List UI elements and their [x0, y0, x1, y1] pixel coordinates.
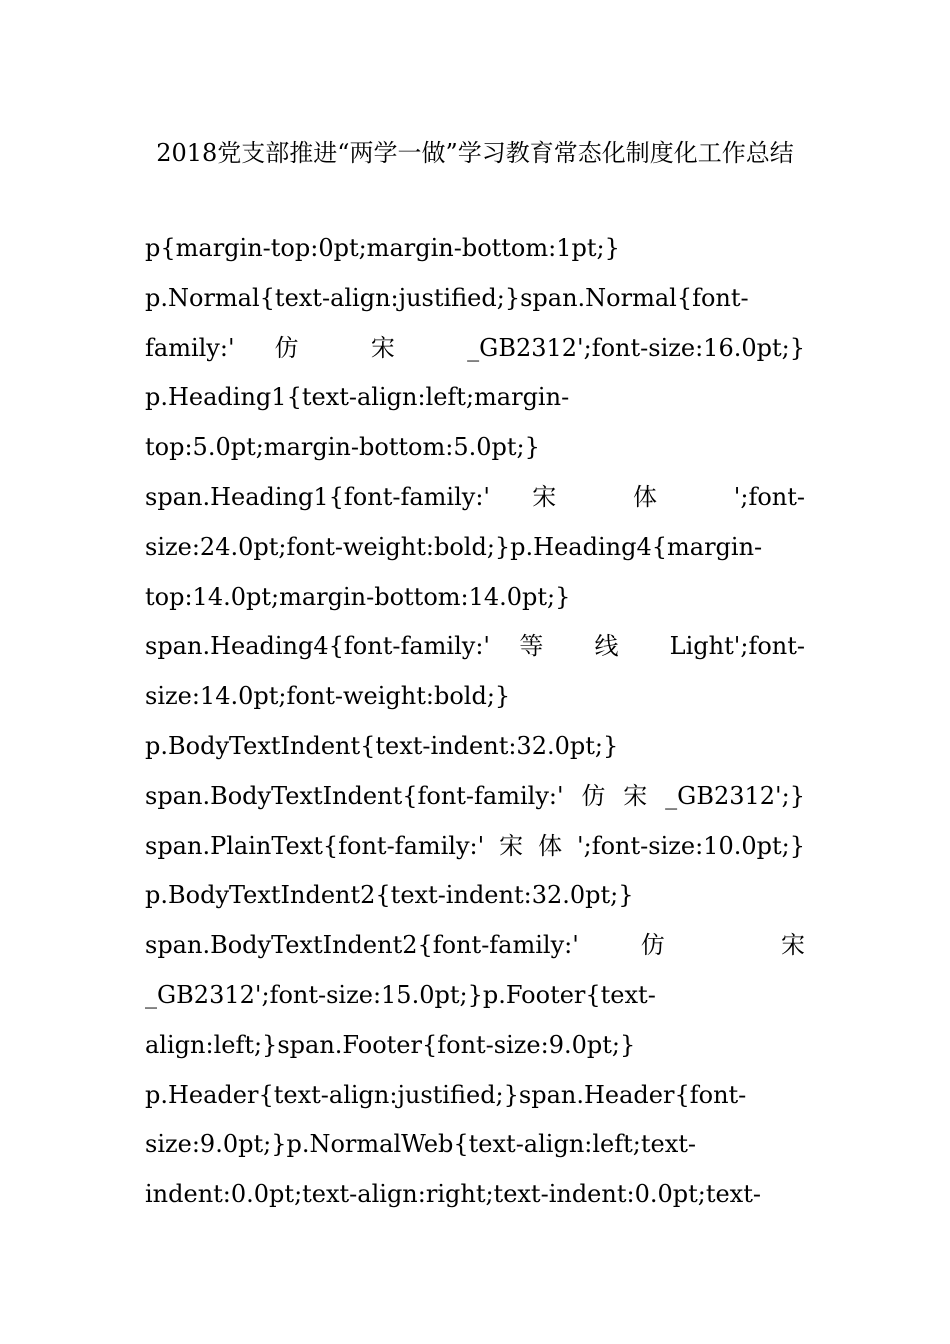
body-line: top:5.0pt;margin-bottom:5.0pt;} — [145, 433, 540, 462]
body-line: span.PlainText{font-family:'宋体';font-size:10.0pt;} — [145, 831, 805, 860]
body-line: size:24.0pt;font-weight:bold;}p.Heading4{margin- — [145, 532, 763, 561]
body-line: family:' 仿 宋 _GB2312';font-size:16.0pt;} — [145, 333, 805, 362]
body-line: p.BodyTextIndent{text-indent:32.0pt;} — [145, 731, 619, 760]
body-line: p.Header{text-align:justified;}span.Header{font- — [145, 1080, 747, 1109]
body-line: span.BodyTextIndent2{font-family:' 仿 宋 — [145, 931, 805, 960]
body-line: size:9.0pt;}p.NormalWeb{text-align:left;text- — [145, 1130, 696, 1159]
document-title: 2018党支部推进“两学一做”学习教育常态化制度化工作总结 — [156, 139, 794, 167]
body-line: _GB2312';font-size:15.0pt;}p.Footer{text- — [145, 980, 656, 1009]
body-line: p.BodyTextIndent2{text-indent:32.0pt;} — [145, 881, 634, 910]
body-line: size:14.0pt;font-weight:bold;} — [145, 682, 511, 711]
document-body — [145, 224, 805, 1220]
body-line: span.Heading4{font-family:' 等 线 Light';font- — [145, 632, 805, 661]
body-line: span.BodyTextIndent{font-family:'仿宋_GB2312';} — [145, 781, 805, 810]
body-line: p{margin-top:0pt;margin-bottom:1pt;} — [145, 234, 620, 262]
body-line: indent:0.0pt;text-align:right;text-indent:0.0pt;text- — [145, 1180, 761, 1209]
body-line: p.Normal{text-align:justified;}span.Normal{font- — [145, 283, 749, 312]
body-line: align:left;}span.Footer{font-size:9.0pt;} — [145, 1030, 636, 1059]
body-line: p.Heading1{text-align:left;margin- — [145, 383, 570, 412]
body-line: span.Heading1{font-family:' 宋 体 ';font- — [145, 482, 805, 511]
body-line: top:14.0pt;margin-bottom:14.0pt;} — [145, 582, 571, 611]
